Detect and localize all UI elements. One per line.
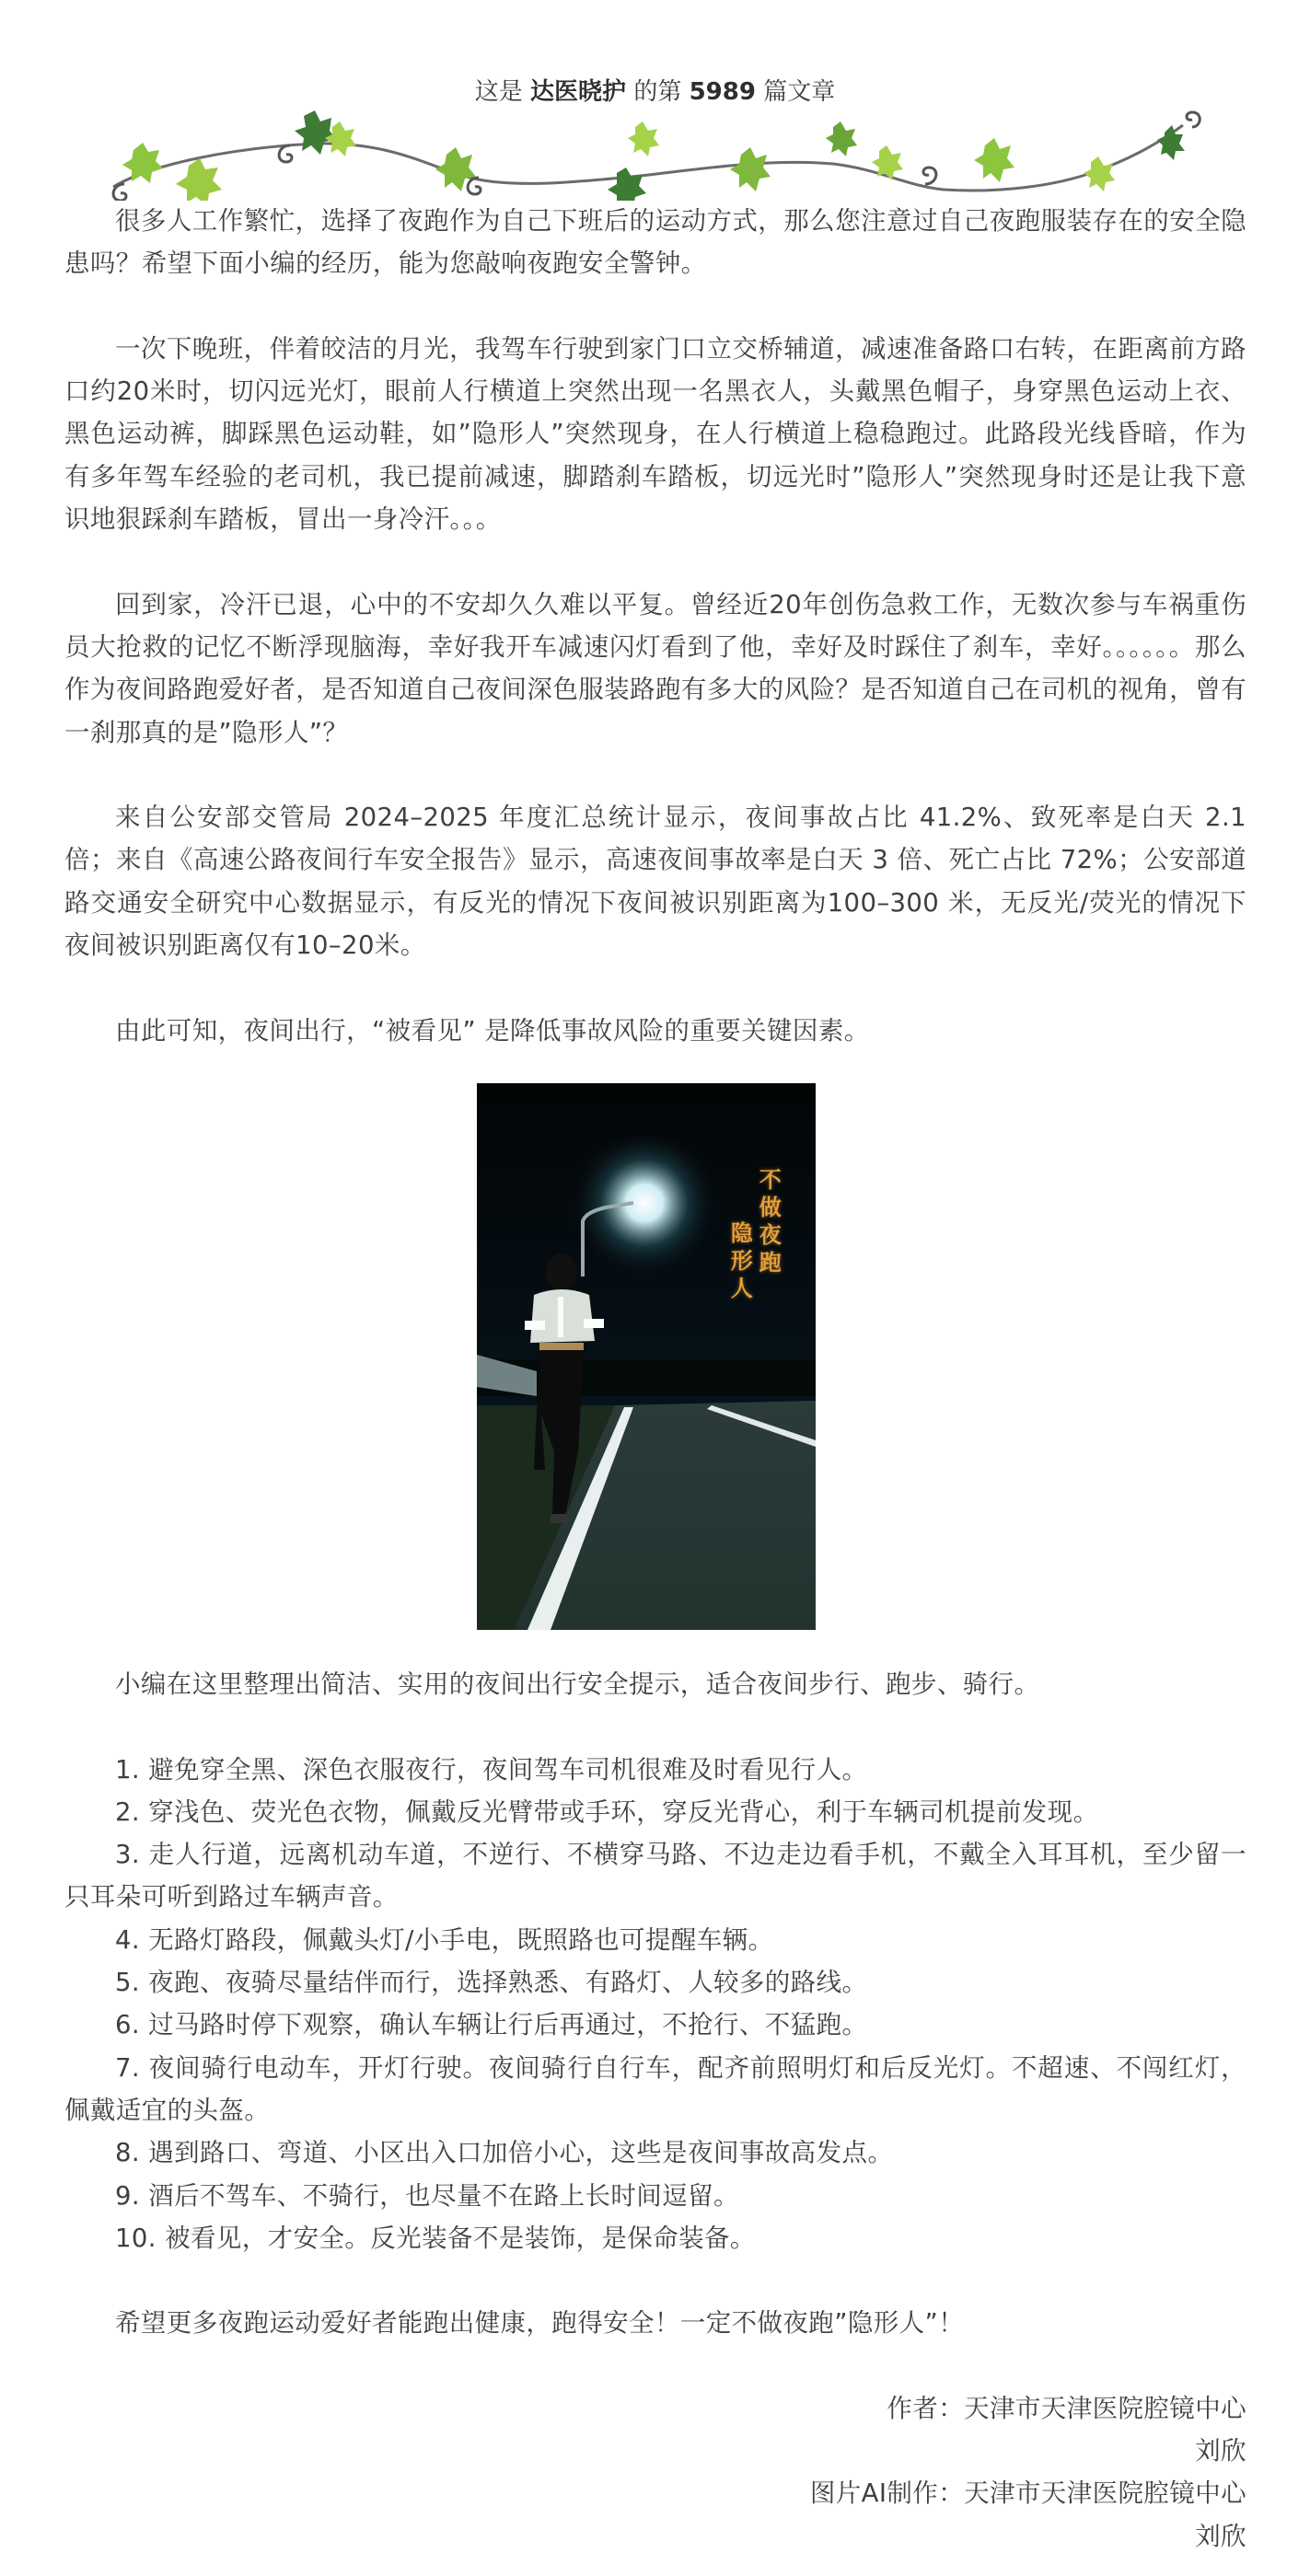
tip-item: 5. 夜跑、夜骑尽量结伴而行，选择熟悉、有路灯、人较多的路线。 (115, 1968, 868, 1998)
image-credit-label: 图片AI制作：天津市天津医院腔镜中心 (809, 2478, 1246, 2509)
tip-item: 4. 无路灯路段，佩戴头灯/小手电，既照路也可提醒车辆。 (115, 1924, 774, 1955)
author-signature (64, 2387, 1246, 2558)
image-credit-name: 刘欣 (1195, 2521, 1246, 2551)
paragraph-spacer (64, 540, 1246, 583)
tip-item: 6. 过马路时停下观察，确认车辆让行后再通过，不抢行、不猛跑。 (115, 2010, 868, 2040)
safety-tips-list (64, 1749, 1246, 2260)
banner-prefix: 这是 (474, 78, 523, 106)
tip-item: 7. 夜间骑行电动车，开灯行驶。夜间骑行自行车，配齐前照明灯和后反光灯。不超速、不闯红灯，佩戴适宜的头盔。 (64, 2052, 1246, 2125)
article-count-banner (0, 72, 1310, 112)
paragraph-reflection: 回到家，冷汗已退，心中的不安却久久难以平复。曾经近20年创伤急救工作，无数次参与车祸重伤员大抢救的记忆不断浮现脑海，幸好我开车减速闪灯看到了他，幸好及时踩住了刹车，幸好。。。。。。那么作为夜间路跑爱好者，是否知道自己夜间深色服装路跑有多大的风险？是否知道自己在司机的视角，曾有一刹那真的是”隐形人”？ (64, 589, 1246, 747)
figure-caption-line1: 不 做 夜 跑 (759, 1166, 783, 1276)
tip-item: 3. 走人行道，远离机动车道，不逆行、不横穿马路、不边走边看手机，不戴全入耳耳机，至少留一只耳朵可听到路过车辆声音。 (64, 1840, 1246, 1912)
paragraph-spacer (64, 285, 1246, 328)
paragraph-conclusion: 由此可知，夜间出行，“被看见” 是降低事故风险的重要关键因素。 (115, 1015, 870, 1045)
author-name: 刘欣 (1195, 2435, 1246, 2466)
banner-middle: 的第 (633, 78, 682, 106)
tip-item: 8. 遇到路口、弯道、小区出入口加倍小心，这些是夜间事故高发点。 (115, 2138, 894, 2168)
tip-item: 9. 酒后不驾车、不骑行，也尽量不在路上长时间逗留。 (115, 2180, 739, 2211)
tip-item: 2. 穿浅色、荧光色衣物，佩戴反光臂带或手环，穿反光背心，利于车辆司机提前发现。 (115, 1796, 1099, 1827)
account-name: 达医晓护 (530, 78, 627, 106)
paragraph-intro: 很多人工作繁忙，选择了夜跑作为自己下班后的运动方式，那么您注意过自己夜跑服装存在的安全隐患吗？希望下面小编的经历，能为您敲响夜跑安全警钟。 (64, 206, 1246, 279)
paragraph-statistics: 来自公安部交管局 2024–2025 年度汇总统计显示，夜间事故占比 41.2%、致死率是白天 2.1 倍；来自《高速公路夜间行车安全报告》显示，高速夜间事故率是白天 3 倍、死亡占比 72%；公安部道路交通安全研究中心数据显示，有反光的情况下夜间被识别距离为100–300 米，无反光/荧光的情况下夜间被识别距离仅有10–20米。 (64, 803, 1246, 961)
paragraph-spacer (64, 754, 1246, 796)
tip-item: 10. 被看见，才安全。反光装备不是装饰，是保命装备。 (115, 2223, 756, 2253)
tips-intro: 小编在这里整理出简洁、实用的夜间出行安全提示，适合夜间步行、跑步、骑行。 (115, 1669, 1040, 1699)
night-runner-image (477, 1083, 816, 1630)
tip-item: 1. 避免穿全黑、深色衣服夜行，夜间驾车司机很难及时看见行人。 (115, 1754, 868, 1785)
ivy-vine-divider (97, 109, 1220, 201)
ivy-vine-icon (97, 109, 1220, 201)
paragraph-story: 一次下晚班，伴着皎洁的月光，我驾车行驶到家门口立交桥辅道，减速准备路口右转，在距离前方路口约20米时，切闪远光灯，眼前人行横道上突然出现一名黑衣人，头戴黑色帽子，身穿黑色运动上衣、黑色运动裤，脚踩黑色运动鞋，如”隐形人”突然现身，在人行横道上稳稳跑过。此路段光线昏暗，作为有多年驾车经验的老司机，我已提前减速，脚踏刹车踏板，切远光时”隐形人”突然现身时还是让我下意识地狠踩刹车踏板，冒出一身冷汗。。。 (64, 333, 1246, 535)
author-label: 作者：天津市天津医院腔镜中心 (887, 2393, 1246, 2423)
paragraph-spacer (64, 966, 1246, 1009)
closing-paragraph: 希望更多夜跑运动爱好者能跑出健康，跑得安全！一定不做夜跑”隐形人”！ (115, 2308, 965, 2339)
article-body (64, 200, 1246, 2558)
banner-suffix: 篇文章 (763, 78, 836, 106)
article-number: 5989 (689, 78, 756, 106)
paragraph-spacer (64, 2259, 1246, 2302)
paragraph-spacer (64, 1705, 1246, 1748)
figure-caption-line2: 隐 形 人 (730, 1219, 754, 1301)
